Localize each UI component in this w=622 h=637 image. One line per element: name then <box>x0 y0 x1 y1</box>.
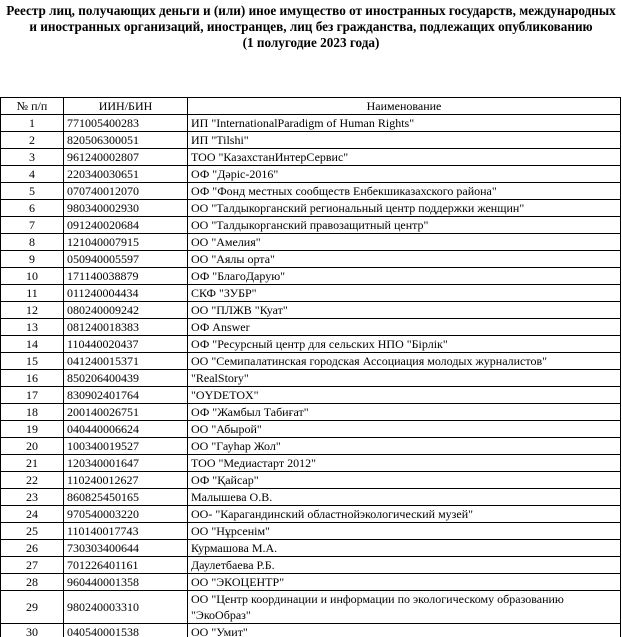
cell-number: 19 <box>1 421 64 438</box>
cell-name: ОФ "Жамбыл Табиғат" <box>188 404 621 421</box>
cell-iin: 070740012070 <box>64 183 188 200</box>
table-row <box>1 234 621 251</box>
cell-name: ОО "Умит" <box>188 624 621 637</box>
cell-number: 14 <box>1 336 64 353</box>
cell-number: 30 <box>1 624 64 637</box>
cell-name: ИП "Tilshi" <box>188 132 621 149</box>
cell-name: ИП "InternationalParadigm of Human Rights" <box>188 115 621 132</box>
cell-iin: 830902401764 <box>64 387 188 404</box>
table-row <box>1 149 621 166</box>
cell-iin: 081240018383 <box>64 319 188 336</box>
cell-number: 4 <box>1 166 64 183</box>
cell-iin: 701226401161 <box>64 557 188 574</box>
table-row <box>1 624 621 637</box>
cell-name: ОФ "Қайсар" <box>188 472 621 489</box>
cell-iin: 980240003310 <box>64 591 188 624</box>
table-row <box>1 506 621 523</box>
cell-number: 10 <box>1 268 64 285</box>
table-row <box>1 251 621 268</box>
title-line-3: (1 полугодие 2023 года) <box>242 35 380 50</box>
cell-iin: 011240004434 <box>64 285 188 302</box>
table-row <box>1 268 621 285</box>
cell-iin: 040540001538 <box>64 624 188 637</box>
cell-number: 15 <box>1 353 64 370</box>
cell-iin: 091240020684 <box>64 217 188 234</box>
cell-number: 22 <box>1 472 64 489</box>
cell-number: 21 <box>1 455 64 472</box>
cell-iin: 220340030651 <box>64 166 188 183</box>
cell-name: ТОО "Медиастарт 2012" <box>188 455 621 472</box>
header-name: Наименование <box>188 98 621 115</box>
cell-number: 26 <box>1 540 64 557</box>
cell-name: ОО- "Карагандинский областнойэкологический музей" <box>188 506 621 523</box>
cell-iin: 850206400439 <box>64 370 188 387</box>
cell-iin: 960440001358 <box>64 574 188 591</box>
table-row <box>1 132 621 149</box>
cell-iin: 041240015371 <box>64 353 188 370</box>
table-row <box>1 353 621 370</box>
cell-number: 23 <box>1 489 64 506</box>
table-row <box>1 166 621 183</box>
cell-iin: 970540003220 <box>64 506 188 523</box>
table-row <box>1 523 621 540</box>
cell-number: 3 <box>1 149 64 166</box>
cell-name: ТОО "КазахстанИнтерСервис" <box>188 149 621 166</box>
cell-name: ОО "Гауһар Жол" <box>188 438 621 455</box>
cell-iin: 980340002930 <box>64 200 188 217</box>
cell-iin: 730303400644 <box>64 540 188 557</box>
cell-number: 25 <box>1 523 64 540</box>
cell-iin: 860825450165 <box>64 489 188 506</box>
table-row <box>1 591 621 624</box>
cell-number: 16 <box>1 370 64 387</box>
cell-iin: 820506300051 <box>64 132 188 149</box>
cell-name: ОО "ЭКОЦЕНТР" <box>188 574 621 591</box>
table-row <box>1 557 621 574</box>
table-row <box>1 404 621 421</box>
cell-iin: 110140017743 <box>64 523 188 540</box>
cell-iin: 200140026751 <box>64 404 188 421</box>
cell-name: ОФ "Дәріс-2016" <box>188 166 621 183</box>
table-header-row <box>1 98 621 115</box>
cell-number: 5 <box>1 183 64 200</box>
cell-number: 13 <box>1 319 64 336</box>
cell-name: ОО "Семипалатинская городская Ассоциация молодых журналистов" <box>188 353 621 370</box>
table-row <box>1 540 621 557</box>
cell-iin: 771005400283 <box>64 115 188 132</box>
cell-iin: 961240002807 <box>64 149 188 166</box>
cell-number: 27 <box>1 557 64 574</box>
cell-name: ОФ "Ресурсный центр для сельских НПО "Бірлік" <box>188 336 621 353</box>
cell-number: 7 <box>1 217 64 234</box>
cell-number: 11 <box>1 285 64 302</box>
cell-name: Малышева О.В. <box>188 489 621 506</box>
cell-iin: 120340001647 <box>64 455 188 472</box>
cell-iin: 171140038879 <box>64 268 188 285</box>
header-iin: ИИН/БИН <box>64 98 188 115</box>
title-line-1: Реестр лиц, получающих деньги и (или) иное имущество от иностранных государств, международных <box>6 3 616 18</box>
cell-name: ОО "Аялы орта" <box>188 251 621 268</box>
cell-number: 29 <box>1 591 64 624</box>
cell-iin: 110440020437 <box>64 336 188 353</box>
cell-name: ОФ "Фонд местных сообществ Енбекшиказахского района" <box>188 183 621 200</box>
table-row <box>1 472 621 489</box>
cell-iin: 080240009242 <box>64 302 188 319</box>
cell-name: ОФ "БлагоДарую" <box>188 268 621 285</box>
cell-number: 2 <box>1 132 64 149</box>
cell-number: 9 <box>1 251 64 268</box>
table-row <box>1 302 621 319</box>
cell-iin: 121040007915 <box>64 234 188 251</box>
cell-number: 20 <box>1 438 64 455</box>
table-row <box>1 421 621 438</box>
cell-name: ОО "ПЛЖВ "Куат" <box>188 302 621 319</box>
cell-number: 12 <box>1 302 64 319</box>
cell-number: 18 <box>1 404 64 421</box>
table-row <box>1 336 621 353</box>
table-row <box>1 200 621 217</box>
cell-name: Курмашова М.А. <box>188 540 621 557</box>
table-row <box>1 387 621 404</box>
cell-number: 28 <box>1 574 64 591</box>
table-row <box>1 183 621 200</box>
cell-number: 8 <box>1 234 64 251</box>
cell-number: 24 <box>1 506 64 523</box>
cell-number: 1 <box>1 115 64 132</box>
cell-name: Даулетбаева Р.Б. <box>188 557 621 574</box>
document-title <box>0 0 622 51</box>
cell-iin: 100340019527 <box>64 438 188 455</box>
cell-name: "OYDETOX" <box>188 387 621 404</box>
table-row <box>1 370 621 387</box>
table-body <box>1 115 621 637</box>
cell-iin: 050940005597 <box>64 251 188 268</box>
cell-name: СКФ "ЗУБР" <box>188 285 621 302</box>
cell-name: ОО "Нұрсенім" <box>188 523 621 540</box>
cell-iin: 040440006624 <box>64 421 188 438</box>
registry-table <box>0 97 621 637</box>
cell-name: ОО "Талдыкорганский правозащитный центр" <box>188 217 621 234</box>
cell-name: ОФ Answer <box>188 319 621 336</box>
cell-name: ОО "Абырой" <box>188 421 621 438</box>
cell-number: 17 <box>1 387 64 404</box>
cell-name: ОО "Амелия" <box>188 234 621 251</box>
cell-name: ОО "Центр координации и информации по экологическому образованию "ЭкоОбраз" <box>188 591 621 624</box>
title-line-2: и иностранных организаций, иностранцев, лиц без гражданства, подлежащих опубликованию <box>29 19 593 34</box>
cell-name: "RealStory" <box>188 370 621 387</box>
cell-iin: 110240012627 <box>64 472 188 489</box>
cell-name: ОО "Талдыкорганский региональный центр поддержки женщин" <box>188 200 621 217</box>
table-row <box>1 285 621 302</box>
table-row <box>1 319 621 336</box>
table-row <box>1 489 621 506</box>
table-row <box>1 115 621 132</box>
header-number: № п/п <box>1 98 64 115</box>
table-row <box>1 574 621 591</box>
table-row <box>1 455 621 472</box>
cell-number: 6 <box>1 200 64 217</box>
table-row <box>1 217 621 234</box>
table-row <box>1 438 621 455</box>
